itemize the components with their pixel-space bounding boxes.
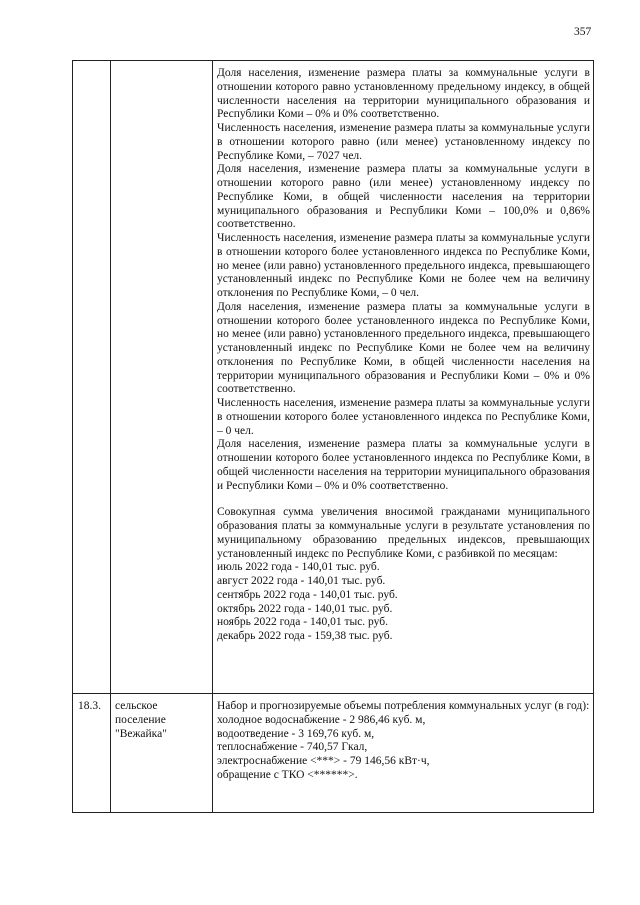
month-line-august: август 2022 года - 140,01 тыс. руб. [217,575,386,587]
consumption-sewerage: водоотведение - 3 169,76 куб. м, [217,727,375,740]
month-line-september: сентябрь 2022 года - 140,01 тыс. руб. [217,588,398,601]
consumption-heating: теплоснабжение - 740,57 Гкал, [217,741,368,754]
consumption-cell [213,694,594,813]
paragraph-count-above-index: Численность населения, изменение размера платы за коммунальные услуги в отношении которого более установленного индекса по Республике Коми, но менее (или равно) установленного предельного индекса, превышающего установленный индекс по Республике Коми не более чем на величину отклонения по Республике Коми, – 0 чел. [217,232,590,299]
paragraph-spacer [217,493,590,506]
month-line-october: октябрь 2022 года - 140,01 тыс. руб. [217,602,393,615]
paragraph-share-over-index: Доля населения, изменение размера платы за коммунальные услуги в отношении которого более установленного индекса по Республике Коми, в общей численности населения на территории муниципального образования и Республики Коми – 0% и 0% соответственно. [217,438,590,492]
row-number-cell [73,61,111,694]
month-line-december: декабрь 2022 года - 159,38 тыс. руб. [217,630,393,642]
paragraph-share-equal-limit: Доля населения, изменение размера платы за коммунальные услуги в отношении которого равно установленному предельному индексу, в общей численности населения на территории муниципального образования и Республики Коми – 0% и 0% соответственно. [217,67,590,121]
paragraph-share-equal-index: Доля населения, изменение размера платы за коммунальные услуги в отношении которого равно (или менее) установленному индексу по Республике Коми, в общей численности населения на территории муниципального образования и Республики Коми – 100,0% и 0,86% соответственно. [217,163,590,231]
municipal-utilities-table [72,60,594,813]
table-row [73,694,594,813]
consumption-cold-water: холодное водоснабжение - 2 986,46 куб. м, [217,713,426,726]
table-row [73,61,594,694]
month-line-july: июль 2022 года - 140,01 тыс. руб. [217,561,380,574]
municipality-name-cell: сельское поселение "Вежайка" [111,694,213,813]
consumption-waste: обращение с ТКО <******>. [217,768,358,781]
consumption-electricity: электроснабжение <***> - 79 146,56 кВт·ч, [217,755,430,767]
page-number: 357 [574,26,592,38]
paragraph-share-above-index: Доля населения, изменение размера платы за коммунальные услуги в отношении которого более установленного индекса по Республике Коми, но менее (или равно) установленного предельного индекса, превышающего установленный индекс по Республике Коми не более чем на величину отклонения по Республике Коми, в общей численности населения на территории муниципального образования и Республики Коми – 0% и 0% соответственно. [217,300,590,396]
paragraph-count-equal-index: Численность населения, изменение размера платы за коммунальные услуги в отношении которого равно (или менее) установленному индексу по Республике Коми, – 7027 чел. [217,122,590,162]
consumption-intro: Набор и прогнозируемые объемы потребления коммунальных услуг (в год): [217,700,590,712]
indicators-cell [213,61,594,694]
paragraph-count-over-index: Численность населения, изменение размера платы за коммунальные услуги в отношении которого более установленного индекса по Республике Коми, – 0 чел. [217,397,590,437]
summary-paragraph: Совокупная сумма увеличения вносимой гражданами муниципального образования платы за коммунальные услуги в результате установления по муниципальному образованию предельных индексов, превышающих установленный индекс по Республике Коми, с разбивкой по месяцам: [217,506,590,560]
row-number-cell: 18.3. [73,694,111,813]
month-line-november: ноябрь 2022 года - 140,01 тыс. руб. [217,616,388,629]
municipality-name-cell [111,61,213,694]
